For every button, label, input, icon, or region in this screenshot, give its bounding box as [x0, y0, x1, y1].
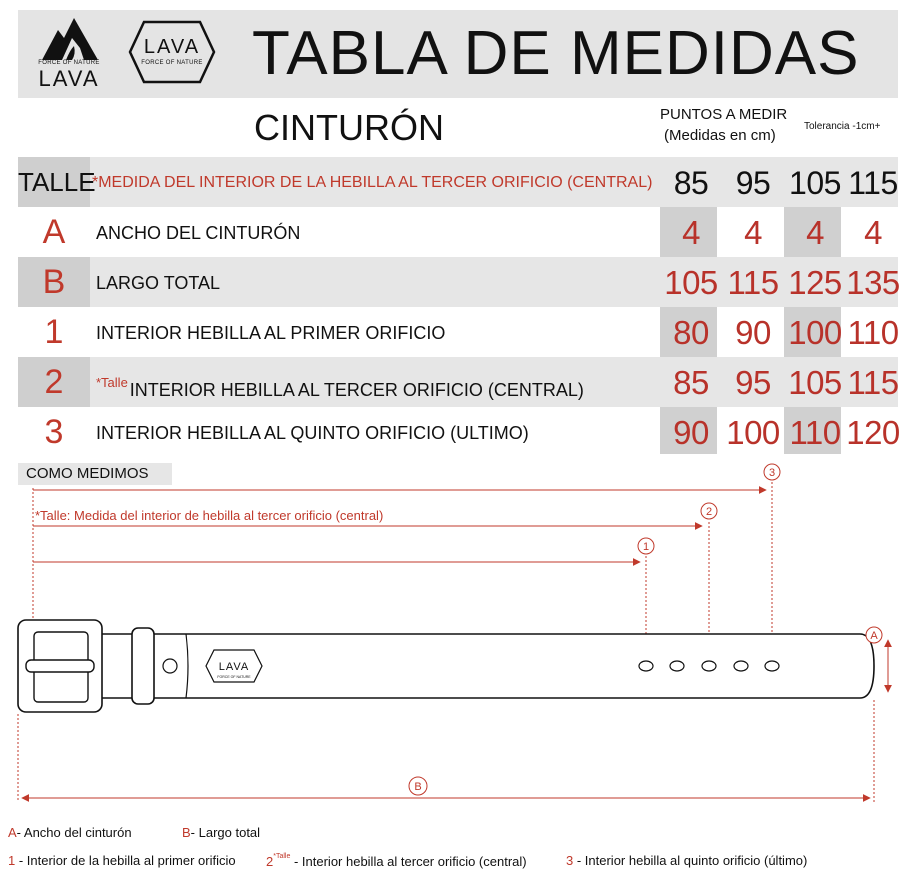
- brand-tagline-hex: FORCE OF NATURE: [141, 60, 203, 66]
- legend-a: [8, 825, 132, 840]
- legend-2-sup: *Talle: [273, 853, 291, 860]
- talle-description: *MEDIDA DEL INTERIOR DE LA HEBILLA AL TERCER ORIFICIO (CENTRAL): [92, 174, 653, 191]
- row-key: 1: [44, 313, 64, 351]
- legend-b-text: - Largo total: [190, 825, 261, 840]
- legend-2: [266, 853, 527, 869]
- belt-logo-name: LAVA: [218, 661, 250, 673]
- row-value: 100: [726, 414, 780, 451]
- row-value: 105: [788, 364, 842, 401]
- belt-logo-tagline: FORCE OF NATURE: [217, 675, 251, 679]
- legend-3-key: 3: [566, 853, 574, 868]
- talle-superscript: *Talle: [96, 375, 128, 390]
- row-value: 125: [788, 264, 842, 301]
- legend-1-text: - Interior de la hebilla al primer orificio: [15, 853, 236, 868]
- row-value: 90: [735, 314, 771, 351]
- belt-hole: [734, 661, 748, 671]
- belt-hole: [765, 661, 779, 671]
- legend-2-key: 2: [266, 854, 274, 869]
- row-key: B: [18, 257, 90, 307]
- row-value: 85: [673, 364, 709, 401]
- size-105: 105: [789, 165, 841, 201]
- size-115: 115: [848, 165, 898, 201]
- row-description: INTERIOR HEBILLA AL QUINTO ORIFICIO (ULTIMO): [96, 423, 529, 443]
- rivet-icon: [163, 659, 177, 673]
- brand-name-hex: LAVA: [143, 36, 201, 58]
- row-key: 2: [18, 357, 90, 407]
- belt-hole: [670, 661, 684, 671]
- row-value: 100: [788, 314, 842, 351]
- row-description-text: INTERIOR HEBILLA AL TERCER ORIFICIO (CENTRAL): [129, 380, 584, 400]
- legend-b-key: B: [182, 825, 191, 840]
- marker-3-label: 3: [768, 467, 776, 479]
- row-value: 115: [847, 364, 899, 401]
- legend-3-text: - Interior hebilla al quinto orificio (último): [573, 853, 808, 868]
- row-value: 120: [846, 414, 900, 451]
- legend-1-key: 1: [8, 853, 16, 868]
- row-value: 110: [789, 414, 841, 451]
- talle-label: TALLE: [18, 157, 90, 207]
- legend-1: [8, 853, 236, 868]
- row-value: 90: [673, 414, 709, 451]
- belt-keeper: [132, 628, 154, 704]
- talle-note: *Talle: Medida del interior de hebilla al tercer orificio (central): [35, 508, 384, 523]
- size-85: 85: [673, 165, 709, 201]
- row-value: 4: [806, 214, 824, 251]
- legend-a-text: - Ancho del cinturón: [16, 825, 132, 840]
- marker-b-label: B: [414, 781, 422, 793]
- belt-hole: [639, 661, 653, 671]
- belt-hole: [702, 661, 716, 671]
- row-value: 80: [673, 314, 709, 351]
- como-medimos-label: COMO MEDIMOS: [18, 463, 172, 485]
- legend-3: [566, 853, 807, 868]
- legend-b: [182, 825, 260, 840]
- marker-2-label: 2: [705, 506, 713, 518]
- marker-1-label: 1: [642, 541, 650, 553]
- brand-tagline: FORCE OF NATURE: [38, 60, 100, 66]
- tolerance-note: Tolerancia -1cm+: [804, 121, 881, 132]
- row-value: 115: [727, 264, 779, 301]
- page-title: TABLA DE MEDIDAS: [252, 19, 860, 88]
- row-key: A: [42, 213, 66, 251]
- measure-points-title: PUNTOS A MEDIR: [660, 106, 788, 123]
- legend-a-key: A: [8, 825, 17, 840]
- row-value: 110: [847, 314, 899, 351]
- row-description: INTERIOR HEBILLA AL PRIMER ORIFICIO: [96, 323, 446, 343]
- measure-units: (Medidas en cm): [664, 127, 776, 144]
- row-description: ANCHO DEL CINTURÓN: [96, 223, 301, 243]
- row-value: 4: [744, 214, 762, 251]
- row-value: 4: [682, 214, 700, 251]
- size-95: 95: [735, 165, 771, 201]
- row-value: 4: [864, 214, 882, 251]
- buckle-prong: [26, 660, 94, 672]
- row-value: 95: [735, 364, 771, 401]
- row-value: 105: [664, 264, 718, 301]
- legend-2-text: - Interior hebilla al tercer orificio (central): [290, 854, 527, 869]
- row-description: LARGO TOTAL: [96, 273, 221, 293]
- brand-name: LAVA: [38, 66, 100, 91]
- row-value: 135: [846, 264, 900, 301]
- row-key: 3: [44, 413, 64, 451]
- marker-a-label: A: [870, 630, 878, 642]
- product-subtitle: CINTURÓN: [254, 107, 444, 148]
